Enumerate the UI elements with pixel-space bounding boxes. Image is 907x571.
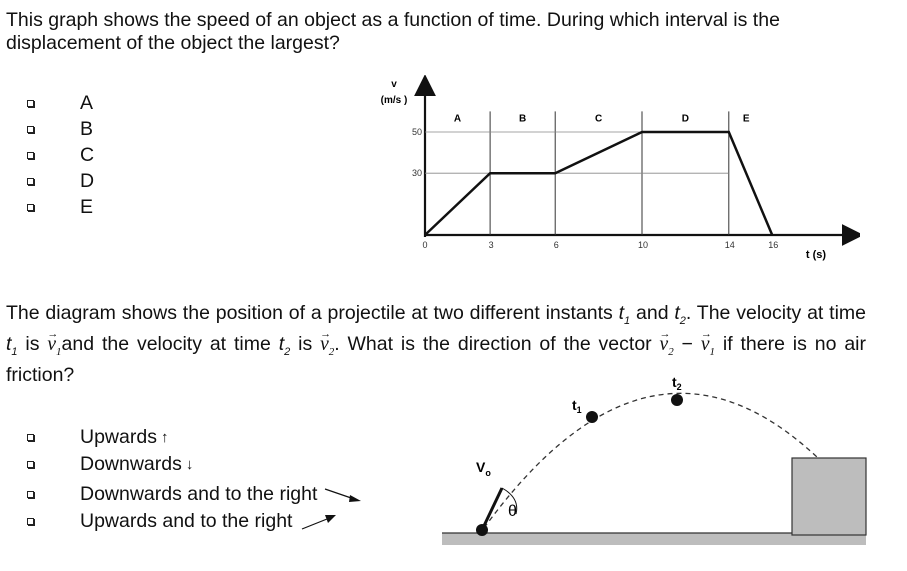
position-t1 [586,411,598,423]
question-2-text: The diagram shows the position of a projectile at two different instants $t_1$ and $t_2$. The velocity at time $t_1$ is → $v_1and$ the velocity at time $t_2$ is → $v_2$. What is the direction of the vector → $v_2$ − → $v_1$ if there is no air friction? [6,302,866,387]
option-label: A [80,92,94,114]
option-b[interactable] [27,117,93,142]
question-1-text: This graph shows the speed of an object as a function of time. During which interval is the displacement of the object the largest? [6,9,780,54]
checkbox-icon[interactable] [27,100,34,107]
option-d[interactable] [27,169,94,194]
vector-v1: → $v_1$ [47,334,61,355]
vector-v1: → $v_1$ [701,334,715,355]
launch-velocity-vector [482,488,502,530]
y-tick-label: 30 [411,168,422,179]
y-axis-label-v: v [391,79,397,90]
option-downwards-right[interactable] [27,482,363,507]
x-tick-label: 6 [553,240,559,250]
vector-v2: → $v_2$ [660,334,674,355]
option-upwards-right[interactable] [27,509,338,534]
checkbox-icon[interactable] [27,152,34,159]
projectile-diagram [440,370,870,550]
speed-line [425,132,772,235]
label-v0: $V_o$ [476,459,491,478]
option-upwards[interactable] [27,425,168,450]
interval-label: A [453,113,462,125]
option-label: B [80,118,94,140]
option-c[interactable] [27,143,94,168]
position-t2 [671,394,683,406]
platform [792,458,866,535]
x-axis-label: t (s) [805,249,827,261]
checkbox-icon[interactable] [27,126,34,133]
option-label: E [80,196,94,218]
x-tick-label: 14 [724,240,735,250]
vector-v2: → $v_2$ [320,334,334,355]
checkbox-icon[interactable] [27,204,34,211]
checkbox-icon[interactable] [27,434,34,441]
interval-label: D [681,113,690,125]
launch-point [476,524,488,536]
checkbox-icon[interactable] [27,461,34,468]
y-tick-label: 50 [411,127,422,137]
arrow-up-right-icon [298,512,338,532]
label-t1: $t_1$ [572,397,582,415]
arrow-up-icon: ↑ [160,429,169,446]
x-tick-label: 0 [422,240,428,250]
x-tick-label: 3 [488,240,494,250]
checkbox-icon[interactable] [27,518,34,525]
option-label: Downwards and to the right [80,483,318,505]
checkbox-icon[interactable] [27,491,34,498]
option-label: Downwards [80,453,182,475]
arrow-down-right-icon [323,485,363,505]
option-a[interactable] [27,91,93,116]
arrow-down-icon: ↓ [185,456,194,473]
label-t2: $t_2$ [672,374,682,392]
option-label: Upwards and to the right [80,510,293,532]
option-label: D [80,170,95,192]
trajectory-path [484,393,818,528]
speed-time-chart [360,75,860,265]
option-label: Upwards [80,426,157,448]
option-e[interactable] [27,195,93,220]
interval-label: E [742,113,750,125]
x-tick-label: 16 [768,240,779,250]
x-tick-label: 10 [637,240,649,250]
interval-label: B [519,113,527,125]
interval-label: C [594,113,603,125]
checkbox-icon[interactable] [27,178,34,185]
label-theta: θ [508,503,517,520]
option-downwards[interactable] [27,452,193,477]
option-label: C [80,144,95,166]
y-axis-label-unit: (m/s ) [380,95,408,106]
